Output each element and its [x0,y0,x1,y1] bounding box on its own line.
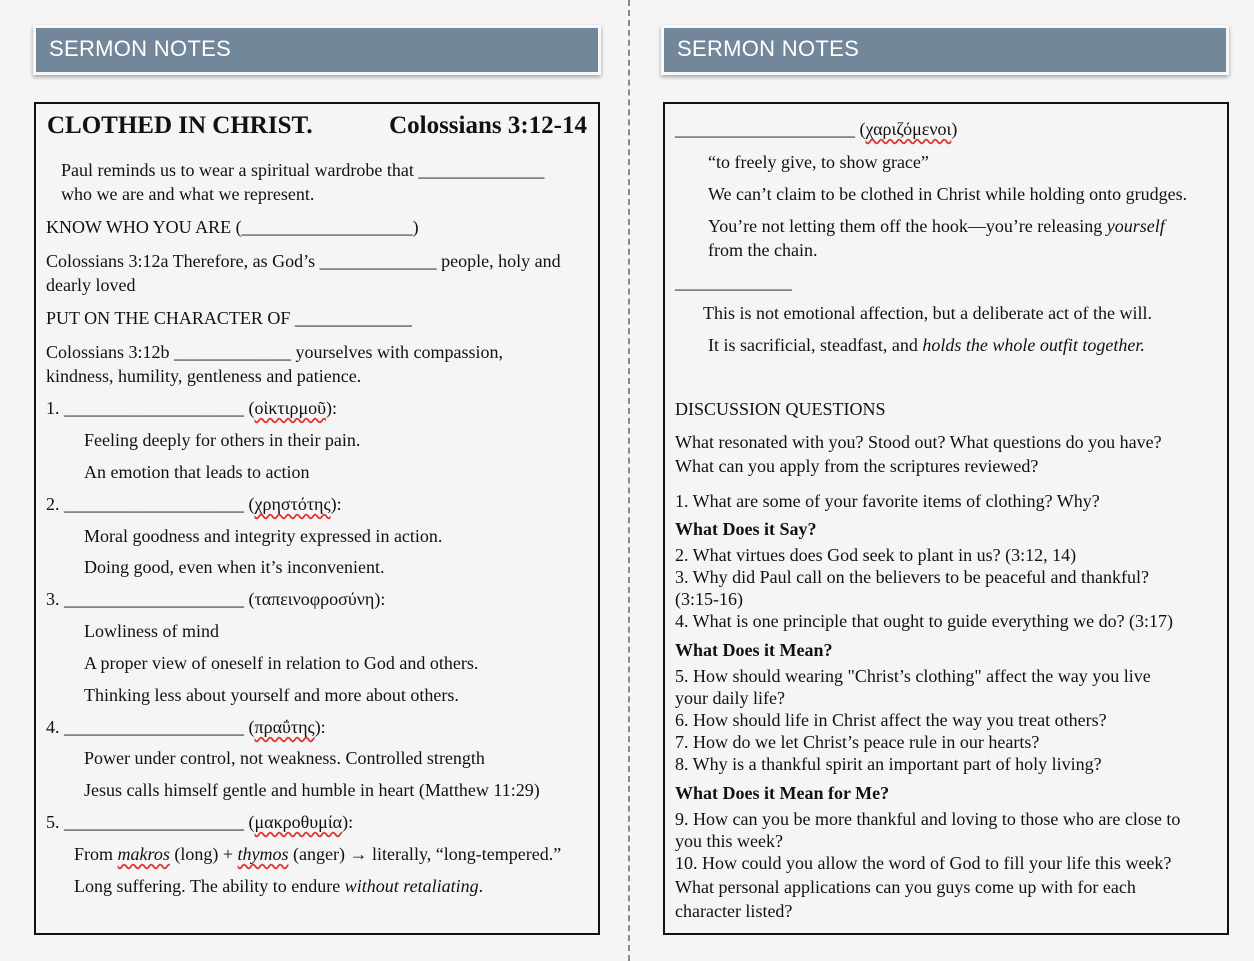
virtue-1-note-1: Feeling deeply for others in their pain. [84,430,361,450]
release-note-2: from the chain. [708,240,818,260]
question-9-line-1: 9. How can you be more thankful and loving to those who are close to [675,809,1181,829]
question-3-line-1: 3. Why did Paul call on the believers to be peaceful and thankful? [675,567,1150,587]
col-3-12b-line-1: Colossians 3:12b _____________ yourselves with compassion, [46,342,503,362]
what-does-it-mean-for-me-heading: What Does it Mean for Me? [675,783,890,803]
sermon-title: CLOTHED IN CHRIST. [47,112,313,139]
virtue-item-3: 3. ____________________ (ταπεινοφροσύνη): [46,589,386,609]
question-10-line-2: What personal applications can you guys come up with for each [675,877,1136,897]
page-divider [628,0,630,961]
what-does-it-mean-heading: What Does it Mean? [675,640,833,660]
col-3-12a-line-1: Colossians 3:12a Therefore, as God’s _____________ people, holy and [46,251,561,271]
virtue-4-note-2: Jesus calls himself gentle and humble in heart (Matthew 11:29) [84,780,540,800]
virtue-3-note-1: Lowliness of mind [84,621,219,641]
right-header-title: SERMON NOTES [677,36,860,61]
not-emotional-note: This is not emotional affection, but a deliberate act of the will. [703,303,1153,323]
virtue-5-etymology: From makros (long) + thymos (anger) → literally, “long-tempered.” [74,844,562,864]
love-blank-line: _____________ [675,272,792,292]
virtue-item-5: 5. ____________________ (μακροθυμία): [46,812,354,832]
virtue-3-note-2: A proper view of oneself in relation to God and others. [84,653,479,673]
grudges-note: We can’t claim to be clothed in Christ while holding onto grudges. [708,184,1188,204]
question-5-line-2: your daily life? [675,688,785,708]
question-3-line-2: (3:15-16) [675,589,743,609]
question-2: 2. What virtues does God seek to plant in us? (3:12, 14) [675,545,1077,565]
greek-word: χρηστότης [254,494,331,514]
left-header [33,25,601,75]
greek-word: οἰκτιρμοῦ [254,398,327,418]
col-3-12b-line-2: kindness, humility, gentleness and patience. [46,366,362,386]
question-9-line-2: you this week? [675,831,783,851]
intro-line-1: Paul reminds us to wear a spiritual wardrobe that ______________ [61,160,545,180]
question-10-line-3: character listed? [675,901,793,921]
col-3-12a-line-2: dearly loved [46,275,136,295]
release-note-1: You’re not letting them off the hook—you’re releasing yourself [708,216,1165,236]
right-header [661,25,1229,75]
left-notes-panel [34,102,600,935]
discussion-heading: DISCUSSION QUESTIONS [675,399,886,419]
greek-word: πραΰτης [254,717,315,737]
question-8: 8. Why is a thankful spirit an important part of holy living? [675,754,1102,774]
question-10-line-1: 10. How could you allow the word of God to fill your life this week? [675,853,1172,873]
question-1: 1. What are some of your favorite items of clothing? Why? [675,491,1100,511]
intro-line-2: who we are and what we represent. [61,184,315,204]
discussion-intro-1: What resonated with you? Stood out? What questions do you have? [675,432,1162,452]
right-notes-panel [663,102,1229,935]
left-header-title: SERMON NOTES [49,36,232,61]
virtue-1-note-2: An emotion that leads to action [84,462,310,482]
greek-word: χαριζόμενοι [865,119,952,139]
virtue-item-2: 2. ____________________ (χρηστότης): [46,494,342,514]
grace-blank-line: ____________________ (χαριζόμενοι) [675,119,958,139]
greek-word: μακροθυμία [254,812,343,832]
question-6: 6. How should life in Christ affect the way you treat others? [675,710,1107,730]
grace-definition: “to freely give, to show grace” [708,152,929,172]
discussion-intro-2: What can you apply from the scriptures reviewed? [675,456,1039,476]
scripture-reference: Colossians 3:12-14 [389,112,587,139]
question-5-line-1: 5. How should wearing "Christ’s clothing" affect the way you live [675,666,1151,686]
virtue-2-note-1: Moral goodness and integrity expressed in action. [84,526,443,546]
question-4: 4. What is one principle that ought to guide everything we do? (3:17) [675,611,1174,631]
put-on-heading: PUT ON THE CHARACTER OF _____________ [46,308,412,328]
sacrificial-note: It is sacrificial, steadfast, and holds the whole outfit together. [708,335,1145,355]
virtue-4-note-1: Power under control, not weakness. Controlled strength [84,748,485,768]
virtue-item-1: 1. ____________________ (οἰκτιρμοῦ): [46,398,338,418]
virtue-2-note-2: Doing good, even when it’s inconvenient. [84,557,385,577]
question-7: 7. How do we let Christ’s peace rule in our hearts? [675,732,1040,752]
virtue-3-note-3: Thinking less about yourself and more about others. [84,685,459,705]
know-who-heading: KNOW WHO YOU ARE (___________________) [46,217,419,237]
virtue-5-note: Long suffering. The ability to endure without retaliating. [74,876,484,896]
virtue-item-4: 4. ____________________ (πραΰτης): [46,717,326,737]
what-does-it-say-heading: What Does it Say? [675,519,817,539]
